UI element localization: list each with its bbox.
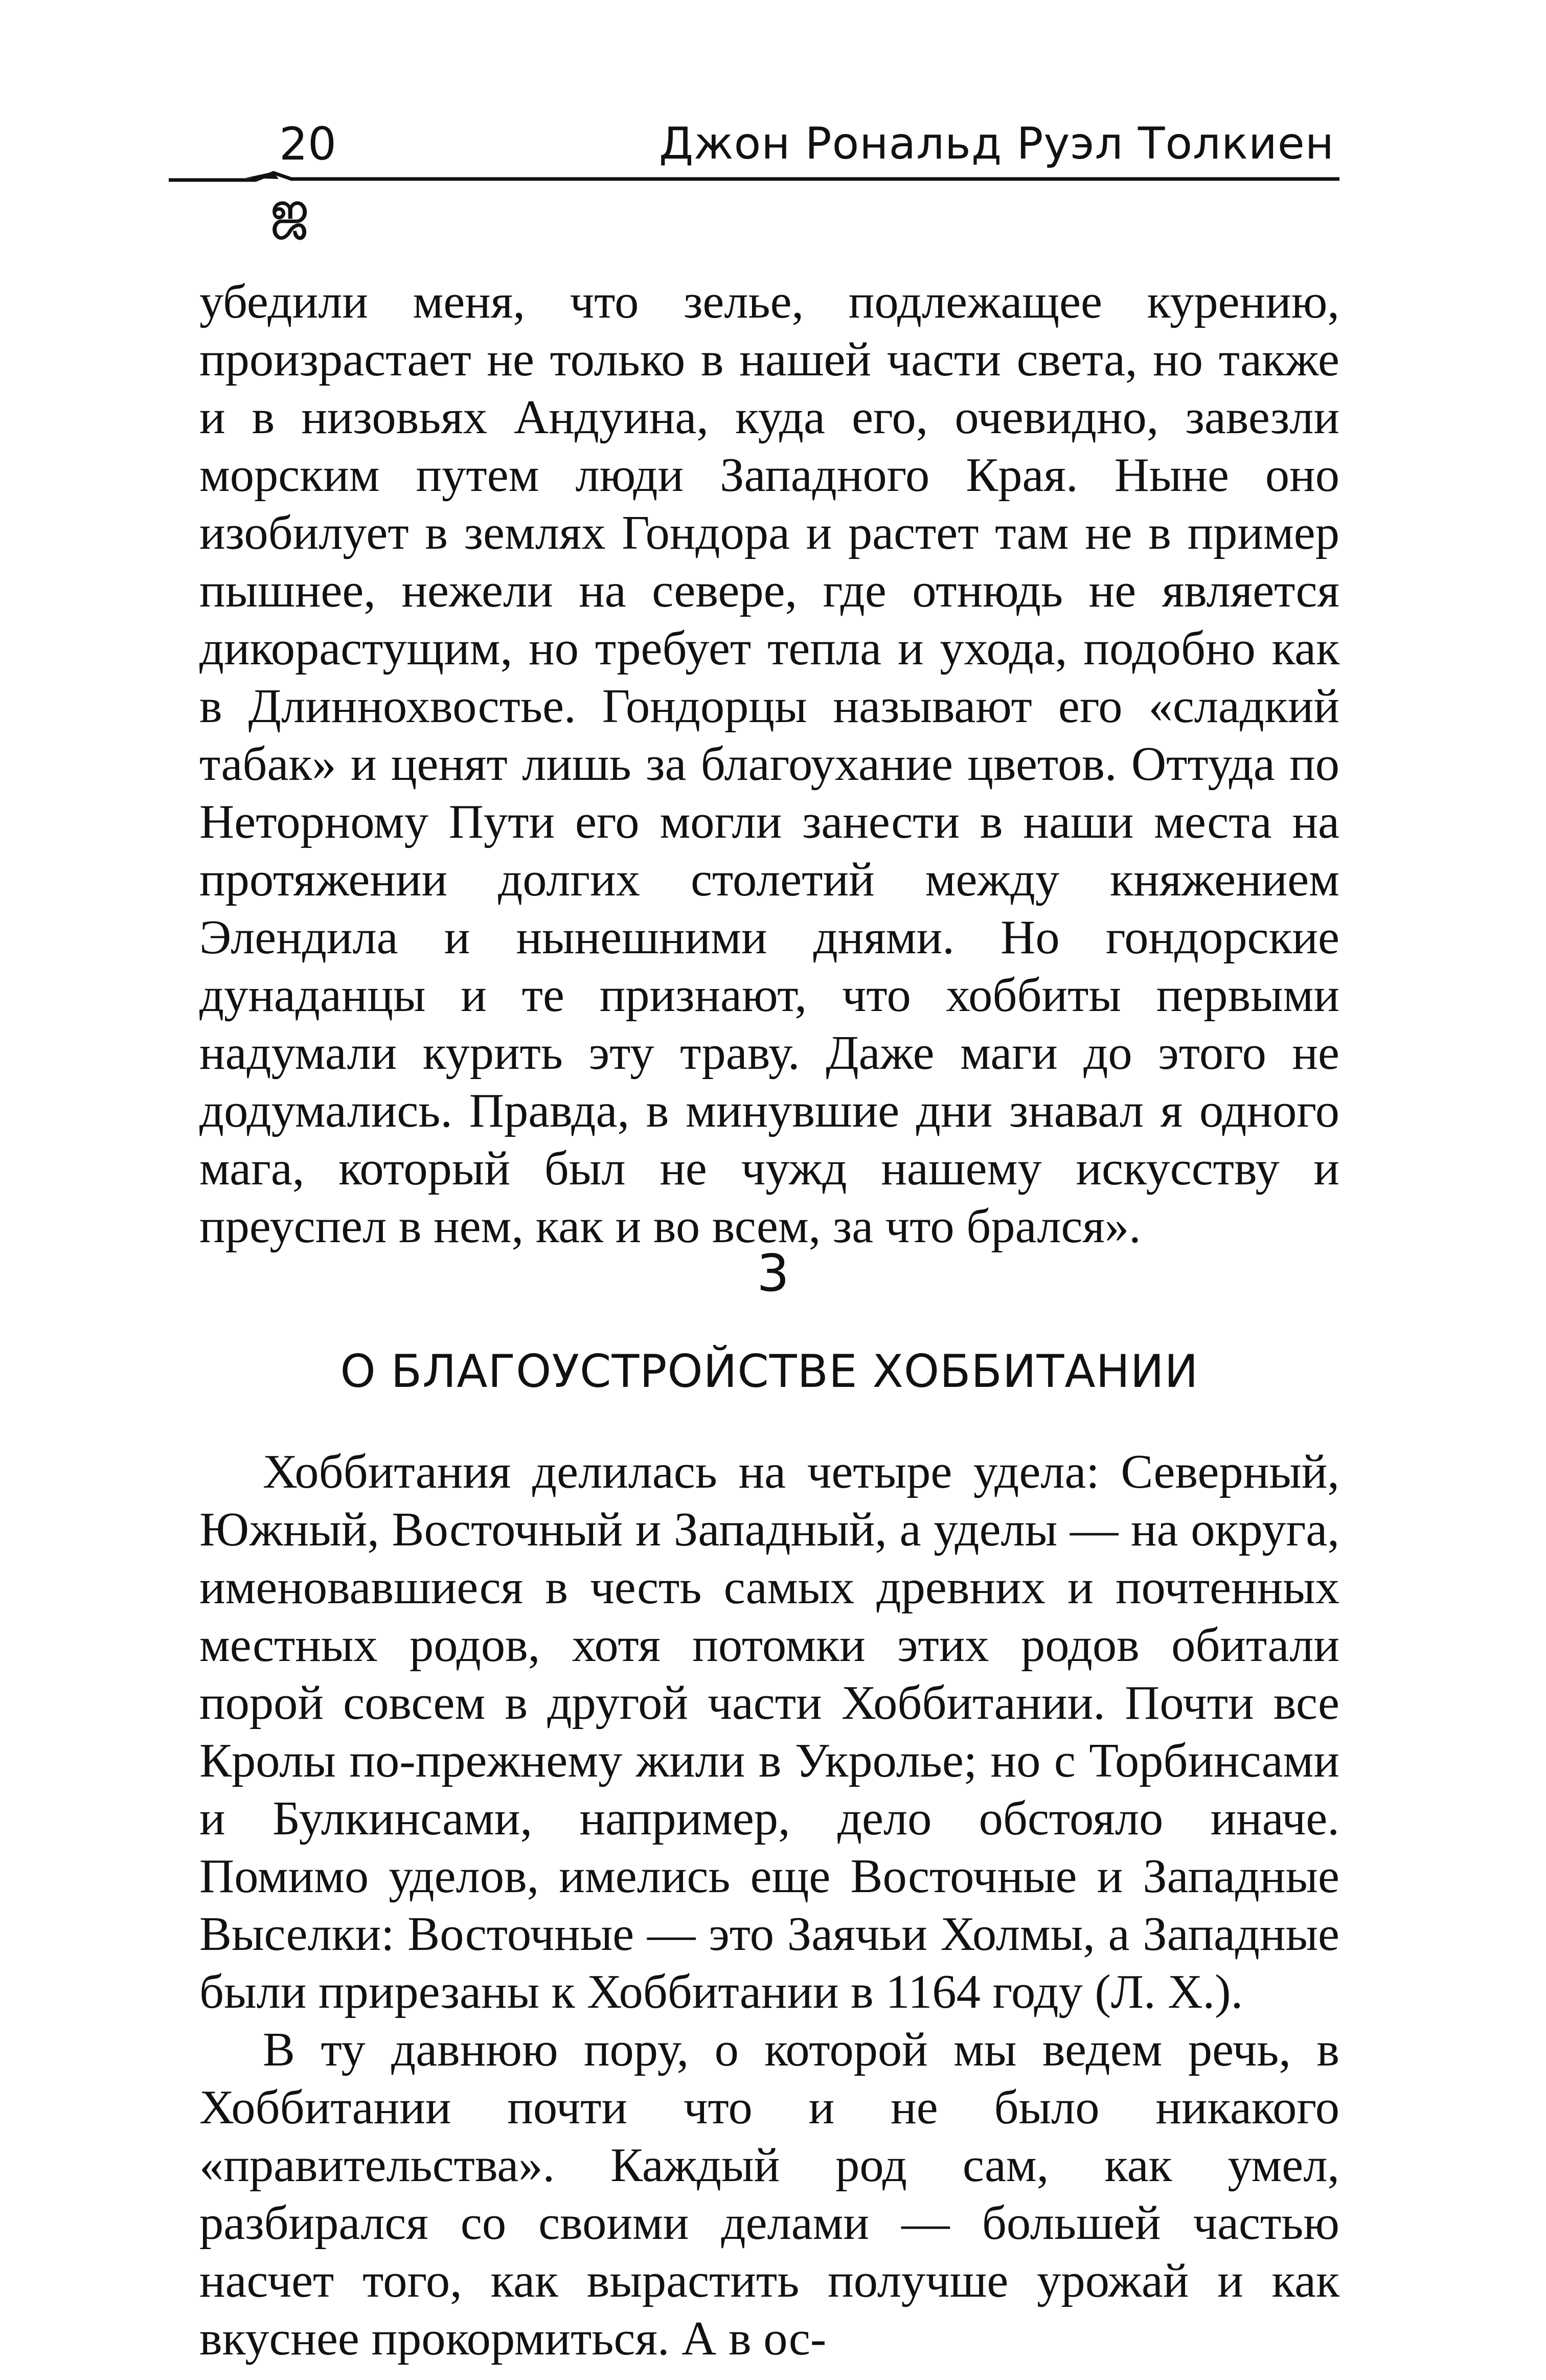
text-block-after: [199, 1443, 1339, 2368]
ornament-icon: ஜ: [271, 182, 309, 235]
header-rule: [169, 168, 1339, 188]
paragraph: В ту давнюю пору, о которой мы ведем речь, в Хоббитании почти что и не было никакого «правительства». Каждый род сам, как умел, разбирался со своими делами — большей частью насчет того, как вырастить получше урожай и как вкуснее прокормиться. А в ос-: [199, 2023, 1339, 2365]
chapter-number: 3: [757, 1243, 789, 1303]
running-head: Джон Рональд Руэл Толкиен: [658, 118, 1334, 169]
chapter-title: О БЛАГОУСТРОЙСТВЕ ХОББИТАНИИ: [340, 1345, 1199, 1398]
text-block-before: [199, 273, 1339, 1255]
page-header: [169, 117, 1334, 235]
paragraph: Хоббитания делилась на четыре удела: Северный, Южный, Восточный и Западный, а уделы — на округа, именовавшиеся в честь самых древних и почтенных местных родов, хотя потомки этих родов обитали порой совсем в другой части Хоббитании. Почти все Кролы по-прежнему жили в Укролье; но с Торбинсами и Булкинсами, например, дело обстояло иначе. Помимо уделов, имелись еще Восточные и Западные Выселки: Восточные — это Заячьи Холмы, а Западные были прирезаны к Хоббитании в 1164 году (Л. Х.).: [199, 1445, 1339, 2018]
page-number: 20: [279, 118, 336, 170]
paragraph: убедили меня, что зелье, подлежащее курению, произрастает не только в нашей части света, но также и в низовьях Андуина, куда его, очевидно, завезли морским путем люди Западного Края. Ныне оно изобилует в землях Гондора и растет там не в пример пышнее, нежели на севере, где отнюдь не является дикорастущим, но требует тепла и ухода, подобно как в Длиннохвостье. Гондорцы называют его «сладкий табак» и ценят лишь за благоухание цветов. Оттуда по Неторному Пути его могли занести в наши места на протяжении долгих столетий между княжением Элендила и нынешними днями. Но гондорские дунаданцы и те признают, что хоббиты первыми надумали курить эту траву. Даже маги до этого не додумались. Правда, в минувшие дни знавал я одного мага, который был не чужд нашему искусству и преуспел в нем, как и во всем, за что брался».: [199, 275, 1339, 1253]
